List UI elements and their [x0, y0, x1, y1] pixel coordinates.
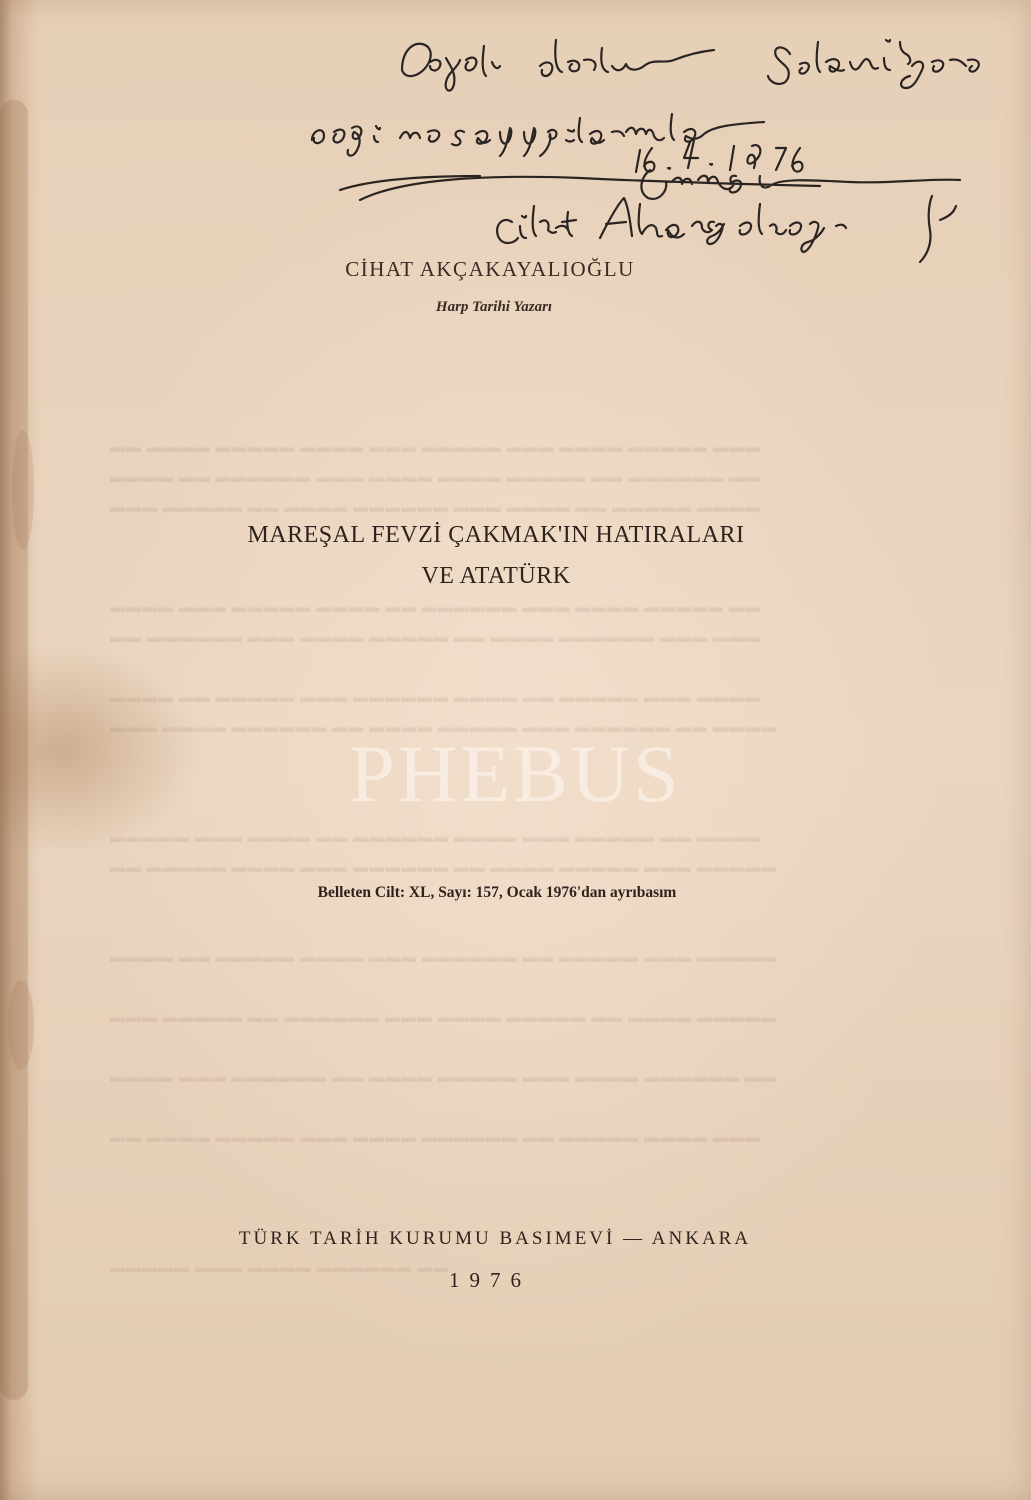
bleed-through-text: ▬▬ ▬▬▬▬ ▬▬▬▬▬ ▬▬▬▬ ▬▬▬ ▬▬▬▬▬ ▬▬▬ ▬▬▬▬ ▬▬▬▬▬ ▬▬▬ [110, 440, 761, 456]
bleed-through-text: ▬▬▬ ▬▬▬▬ ▬▬▬▬▬▬ ▬▬ ▬▬▬▬ ▬▬▬▬▬ ▬▬▬ ▬▬▬▬▬▬ ▬▬ ▬▬▬▬ [110, 720, 777, 736]
handwritten-dedication [0, 0, 1031, 300]
bleed-through-text: ▬▬▬▬ ▬▬▬ ▬▬▬▬▬▬ ▬▬ ▬▬▬▬ ▬▬▬▬▬ ▬▬▬ ▬▬▬▬ ▬▬▬▬▬▬ ▬▬ [110, 1070, 777, 1086]
bleed-through-text: ▬▬▬▬▬ ▬▬▬ ▬▬▬▬ ▬▬▬▬▬▬ ▬▬ [110, 1260, 449, 1276]
bleed-through-text: ▬▬▬▬▬ ▬▬▬ ▬▬▬▬ ▬▬ ▬▬▬▬▬▬ ▬▬▬▬ ▬▬▬ ▬▬▬▬▬ ▬▬ ▬▬▬▬ [110, 830, 761, 846]
author-role: Harp Tarihi Yazarı [435, 299, 553, 315]
bleed-through-text: ▬▬ ▬▬▬▬▬▬ ▬▬▬ ▬▬▬▬ ▬▬▬▬▬ ▬▬ ▬▬▬▬ ▬▬▬▬▬▬ ▬▬▬ ▬▬▬ [110, 630, 761, 646]
title-line-2: VE ATATÜRK [421, 563, 571, 589]
bleed-through-text: ▬▬▬▬ ▬▬▬ ▬▬▬▬▬ ▬▬▬▬ ▬▬ ▬▬▬▬▬▬ ▬▬▬ ▬▬▬▬ ▬▬▬▬▬ ▬▬ [110, 600, 761, 616]
publication-year: 1976 [449, 1268, 531, 1292]
title-line-1: MAREŞAL FEVZİ ÇAKMAK'IN HATIRALARI [247, 522, 745, 548]
paper-stain [8, 980, 34, 1070]
bleed-through-text: ▬▬▬▬ ▬▬ ▬▬▬▬▬ ▬▬▬▬ ▬▬▬ ▬▬▬▬▬▬ ▬▬ ▬▬▬▬▬ ▬▬▬ ▬▬▬▬▬ [110, 950, 777, 966]
bleed-through-text: ▬▬▬▬ ▬▬ ▬▬▬▬▬▬ ▬▬▬ ▬▬▬▬ ▬▬▬▬ ▬▬▬▬▬ ▬▬ ▬▬▬▬▬▬ ▬▬ [110, 470, 761, 486]
bleed-through-text: ▬▬▬ ▬▬▬▬▬ ▬▬ ▬▬▬▬ ▬▬▬▬▬▬ ▬▬▬ ▬▬▬▬ ▬▬ ▬▬▬▬▬ ▬▬▬▬ [110, 500, 761, 516]
bleed-through-text: ▬▬▬▬ ▬▬ ▬▬▬▬▬ ▬▬▬ ▬▬▬▬▬▬ ▬▬▬▬ ▬▬ ▬▬▬▬▬ ▬▬▬ ▬▬▬▬ [110, 690, 761, 706]
bleed-through-text: ▬▬▬ ▬▬▬▬▬ ▬▬ ▬▬▬▬▬▬ ▬▬▬ ▬▬▬▬ ▬▬▬▬▬ ▬▬ ▬▬▬▬ ▬▬▬▬▬ [110, 1010, 777, 1026]
publisher: TÜRK TARİH KURUMU BASIMEVİ — ANKARA [238, 1228, 752, 1249]
bleed-through-text: ▬▬ ▬▬▬▬ ▬▬▬▬▬ ▬▬▬ ▬▬▬▬ ▬▬▬▬▬▬ ▬▬ ▬▬▬▬▬ ▬▬▬▬ ▬▬▬ [110, 1130, 761, 1146]
author-name: CİHAT AKÇAKAYALIOĞLU [345, 257, 635, 281]
bleed-through-text: ▬▬ ▬▬▬▬▬ ▬▬▬▬ ▬▬▬ ▬▬▬▬▬▬ ▬▬ ▬▬▬▬ ▬▬▬▬▬ ▬▬▬ ▬▬▬▬▬ [110, 860, 777, 876]
page-title [0, 515, 992, 597]
source-note: Belleten Cilt: XL, Sayı: 157, Ocak 1976'dan ayrıbasım [317, 884, 677, 901]
watermark: PHEBUS [349, 728, 682, 819]
